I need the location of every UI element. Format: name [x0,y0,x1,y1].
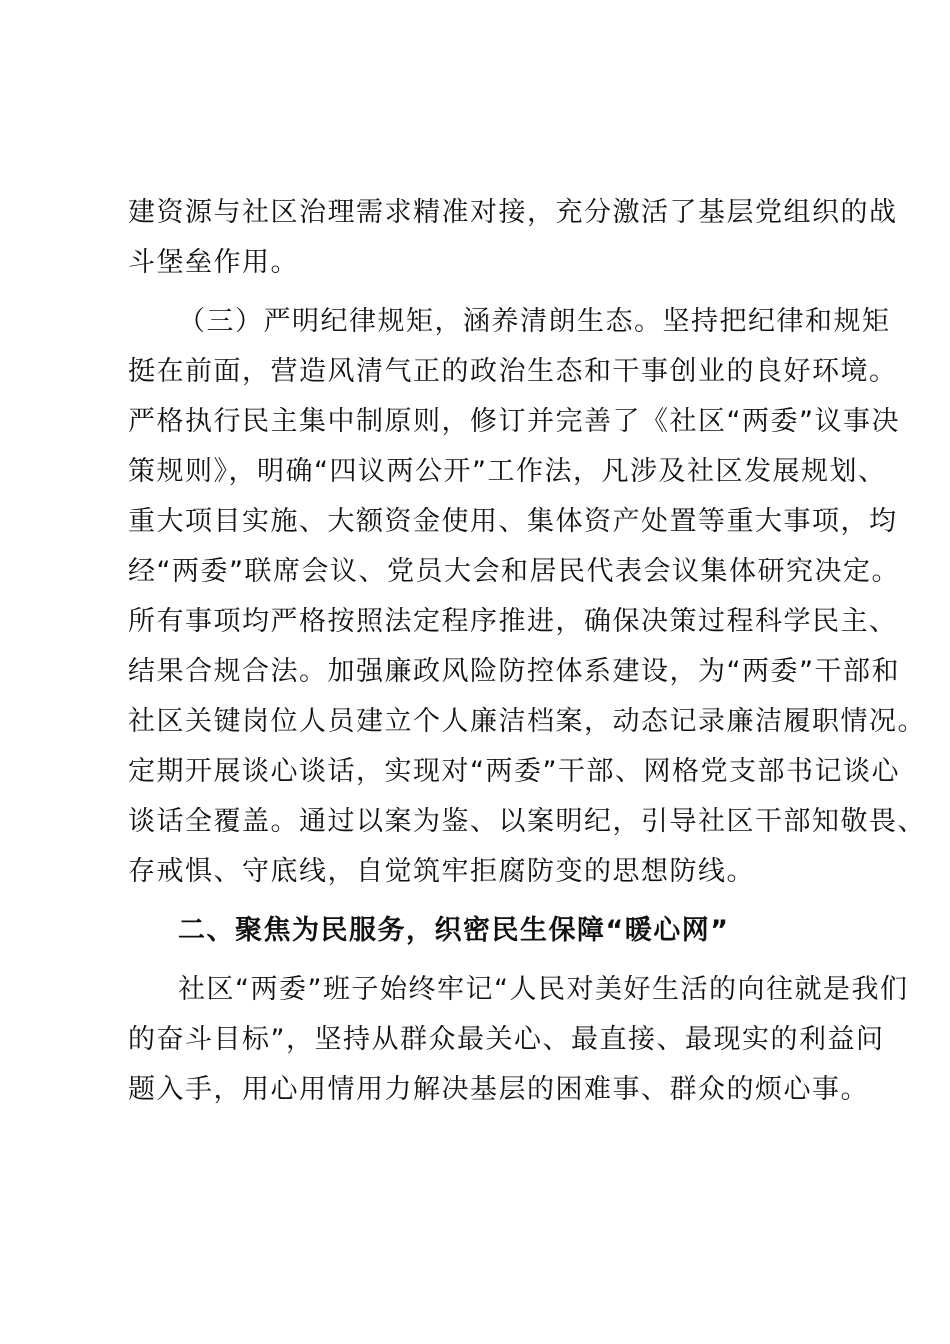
text-line: 社区关键岗位人员建立个人廉洁档案，动态记录廉洁履职情况。 [128,706,926,737]
text-line: 结果合规合法。加强廉政风险防控体系建设，为“两委”干部和 [128,656,900,687]
text-line: 所有事项均严格按照法定程序推进，确保决策过程科学民主、 [128,606,898,637]
text-line: 策规则》，明确“四议两公开”工作法，凡涉及社区发展规划、 [128,456,887,487]
text-line: 经“两委”联席会议、党员大会和居民代表会议集体研究决定。 [128,556,900,587]
paragraph-continuation [128,188,898,288]
paragraph-discipline [128,297,926,897]
text-line: 建资源与社区治理需求精准对接，充分激活了基层党组织的战 [128,197,898,228]
section-heading-block [128,906,848,956]
text-line: 题入手，用心用情用力解决基层的困难事、群众的烦心事。 [128,1074,869,1105]
text-line: 严格执行民主集中制原则，修订并完善了《社区“两委”议事决 [128,406,900,437]
section-heading: 二、聚焦为民服务，织密民生保障“暖心网” [178,915,730,946]
document-page [128,188,926,1124]
text-line: 存戒惧、守底线，自觉筑牢拒腐防变的思想防线。 [128,856,755,887]
text-line: 社区“两委”班子始终牢记“人民对美好生活的向往就是我们 [178,974,909,1005]
text-line: 斗堡垒作用。 [128,247,299,278]
text-line: 定期开展谈心谈话，实现对“两委”干部、网格党支部书记谈心 [128,756,900,787]
text-line: 挺在前面，营造风清气正的政治生态和干事创业的良好环境。 [128,356,898,387]
text-line: 重大项目实施、大额资金使用、集体资产处置等重大事项，均 [128,506,898,537]
text-line: （三）严明纪律规矩，涵养清朗生态。坚持把纪律和规矩 [178,306,891,337]
text-line: 的奋斗目标”，坚持从群众最关心、最直接、最现实的利益问 [128,1024,885,1055]
text-line: 谈话全覆盖。通过以案为鉴、以案明纪，引导社区干部知敬畏、 [128,806,926,837]
paragraph-service [128,965,909,1115]
